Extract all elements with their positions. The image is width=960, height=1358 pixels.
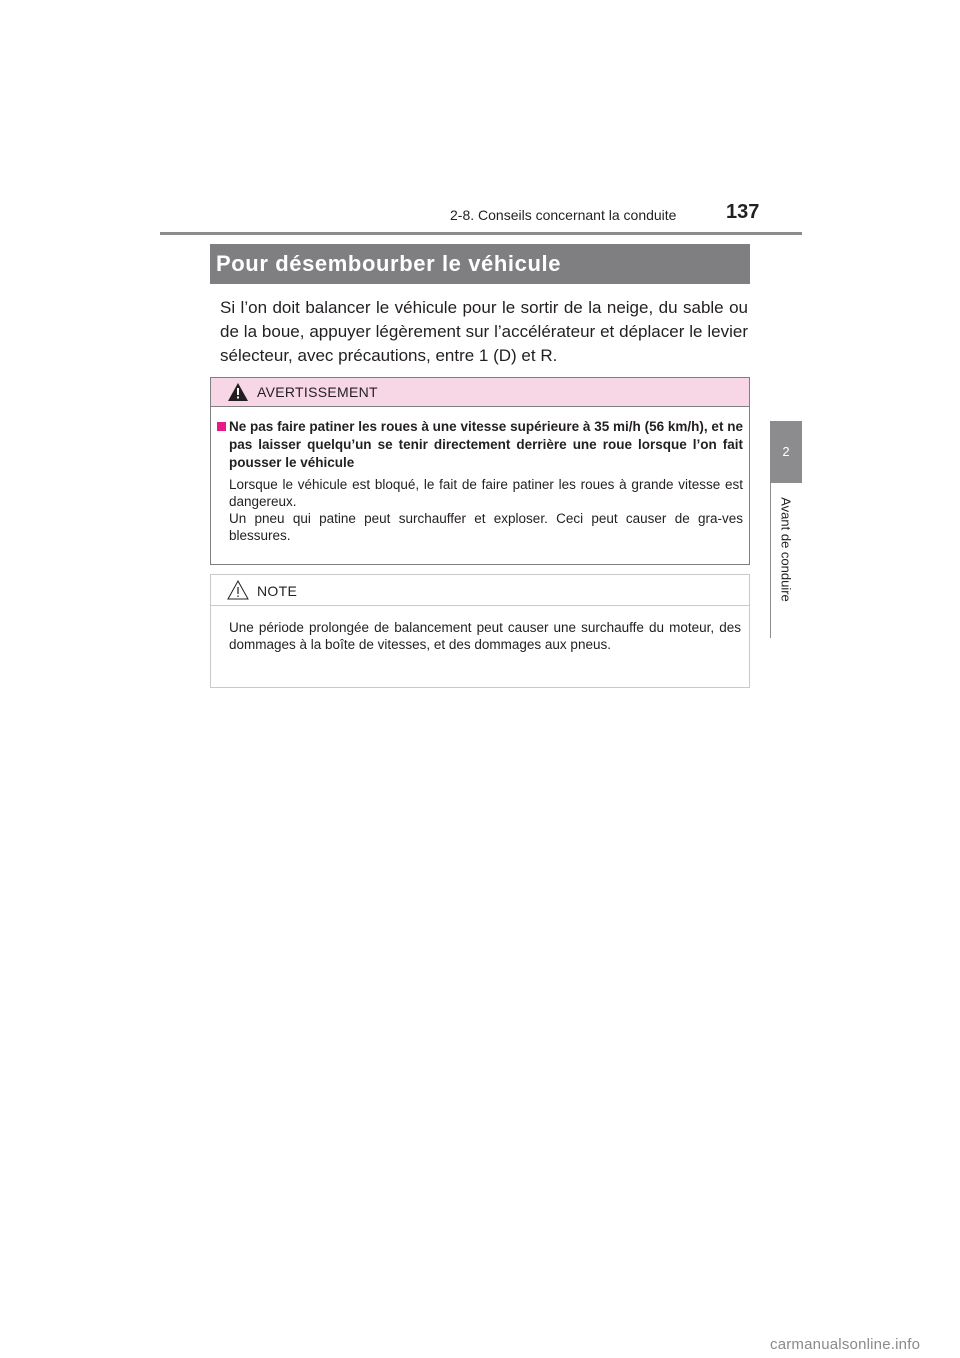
running-header-section: 2-8. Conseils concernant la conduite bbox=[450, 207, 677, 223]
warning-body bbox=[217, 418, 743, 544]
warning-triangle-icon bbox=[228, 383, 248, 401]
page-number: 137 bbox=[726, 201, 760, 223]
header-divider bbox=[160, 232, 802, 235]
note-label: NOTE bbox=[257, 583, 298, 599]
chapter-tab-label-text: Avant de conduire bbox=[778, 497, 794, 602]
warning-item-text-1: Lorsque le véhicule est bloqué, le fait de faire patiner les roues à grande vitesse est dangereux. bbox=[229, 477, 743, 509]
warning-item-title-text: Ne pas faire patiner les roues à une vitesse supérieure à 35 mi/h (56 km/h), et ne pas laisser quelqu’un se tenir directement derrière une roue lorsque l’on fait pousser le véhicule bbox=[229, 419, 743, 470]
warning-header bbox=[211, 378, 749, 407]
chapter-tab-divider bbox=[770, 483, 771, 638]
caution-triangle-icon bbox=[227, 580, 249, 600]
chapter-tab-number: 2 bbox=[770, 421, 802, 483]
warning-box bbox=[210, 377, 750, 565]
warning-item-title bbox=[217, 418, 743, 472]
warning-item-text-2: Un pneu qui patine peut surchauffer et exploser. Ceci peut causer de gra-ves blessures. bbox=[229, 511, 743, 543]
bullet-square-icon bbox=[217, 422, 226, 431]
note-box bbox=[210, 574, 750, 688]
intro-paragraph: Si l’on doit balancer le véhicule pour le sortir de la neige, du sable ou de la boue, appuyer légèrement sur l’accélérateur et déplacer le levier sélecteur, avec précautions, entre 1 (D) et R. bbox=[220, 298, 748, 365]
section-heading-bar bbox=[210, 244, 750, 284]
section-heading: Pour désembourber le véhicule bbox=[216, 251, 562, 276]
warning-label: AVERTISSEMENT bbox=[257, 384, 378, 400]
footer-watermark: carmanualsonline.info bbox=[770, 1336, 921, 1353]
note-header bbox=[211, 575, 749, 606]
note-text: Une période prolongée de balancement peut causer une surchauffe du moteur, des dommages à la boîte de vitesses, et des dommages aux pneus. bbox=[229, 620, 741, 652]
